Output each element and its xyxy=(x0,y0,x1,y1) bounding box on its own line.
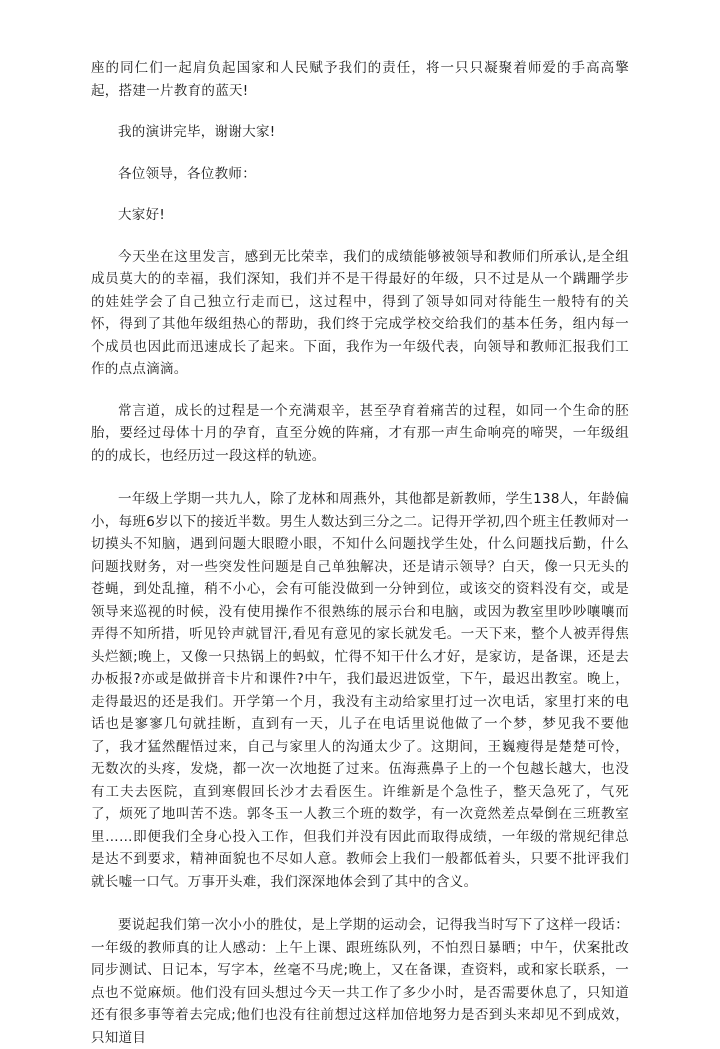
paragraph-introduction: 今天坐在这里发言，感到无比荣幸，我们的成绩能够被领导和教师们所承认,是全组成员莫大的的幸福，我们深知，我们并不是干得最好的年级，只不过是从一个蹒跚学步的娃娃学会了自己独立行走而已，这过程中，得到了领导如同对待能生一般特有的关怀，得到了其他年级组热心的帮助，我们终于完成学校交给我们的基本任务，组内每一个成员也因此而迅速成长了起来。下面，我作为一年级代表，向领导和教师汇报我们工作的点点滴滴。 xyxy=(91,248,629,377)
paragraph-salutation: 各位领导，各位教师： xyxy=(118,165,256,182)
document-page xyxy=(91,57,629,1049)
paragraph-first-semester: 一年级上学期一共九人，除了龙林和周燕外，其他都是新教师，学生138人，年龄偏小，每班6岁以下的接近半数。男生人数达到三分之二。记得开学初,四个班主任教师对一切摸头不知脑，遇到问题大眼瞪小眼，不知什么问题找学生处，什么问题找后勤，什么问题找财务，对一些突发性问题是自己单独解决，还是请示领导？白天，像一只无头的苍蝇，到处乱撞，稍不小心，会有可能没做到一分钟到位，或该交的资料没有交，或是领导来巡视的时候，没有使用操作不很熟练的展示台和电脑，或因为教室里吵吵嚷嚷而弄得不知所措，听见铃声就冒汗,看见有意见的家长就发毛。一天下来，整个人被弄得焦头烂额;晚上，又像一只热锅上的蚂蚁，忙得不知干什么才好，是家访，是备课，还是去办板报?亦或是做拼音卡片和课件?中午，我们最迟进饭堂，下午，最迟出教室。晚上，走得最迟的还是我们。开学第一个月，我没有主动给家里打过一次电话，家里打来的电话也是寥寥几句就挂断，直到有一天，儿子在电话里说他做了一个梦，梦见我不要他了，我才猛然醒悟过来，自己与家里人的沟通太少了。这期间，王巍瘦得是楚楚可怜，无数次的头疼，发烧，都一次一次地挺了过来。伍海燕鼻子上的一个包越长越大，也没有工夫去医院，直到寒假回长沙才去看医生。许维新是个急性子，整天急死了，气死了，烦死了地叫苦不迭。郭冬玉一人教三个班的数学，有一次竟然差点晕倒在三班教室里……即便我们全身心投入工作，但我们并没有因此而取得成绩，一年级的常规纪律总是达不到要求，精神面貌也不尽如人意。教师会上我们一般都低着头，只要不批评我们就长嘘一口气。万事开头难，我们深深地体会到了其中的含义。 xyxy=(91,491,629,890)
paragraph-growth-metaphor: 常言道，成长的过程是一个充满艰辛，甚至孕育着痛苦的过程，如同一个生命的胚胎，要经过母体十月的孕育，直至分娩的阵痛，才有那一声生命响亮的啼哭，一年级组的的成长，也经历过一段这样的轨迹。 xyxy=(91,402,629,464)
paragraph-speech-end: 我的演讲完毕，谢谢大家! xyxy=(118,124,276,140)
paragraph-greeting: 大家好! xyxy=(118,207,166,223)
paragraph-sports-meet: 要说起我们第一次小小的胜仗，是上学期的运动会，记得我当时写下了这样一段话：一年级的教师真的让人感动：上午上课、跟班练队列，不怕烈日暴晒；中午，伏案批改同步测试、日记本，写字本，丝毫不马虎;晚上，又在备课，查资料，或和家长联系，一点也不觉麻烦。他们没有回头想过今天一共工作了多少小时，是否需要休息了，只知道还有很多事等着去完成;他们也没有往前想过这样加倍地努力是否到头来却见不到成效，只知道目 xyxy=(91,917,629,1046)
paragraph-closing-sentence: 座的同仁们一起肩负起国家和人民赋予我们的责任，将一只只凝聚着师爱的手高高擎起，搭建一片教育的蓝天! xyxy=(91,60,629,99)
